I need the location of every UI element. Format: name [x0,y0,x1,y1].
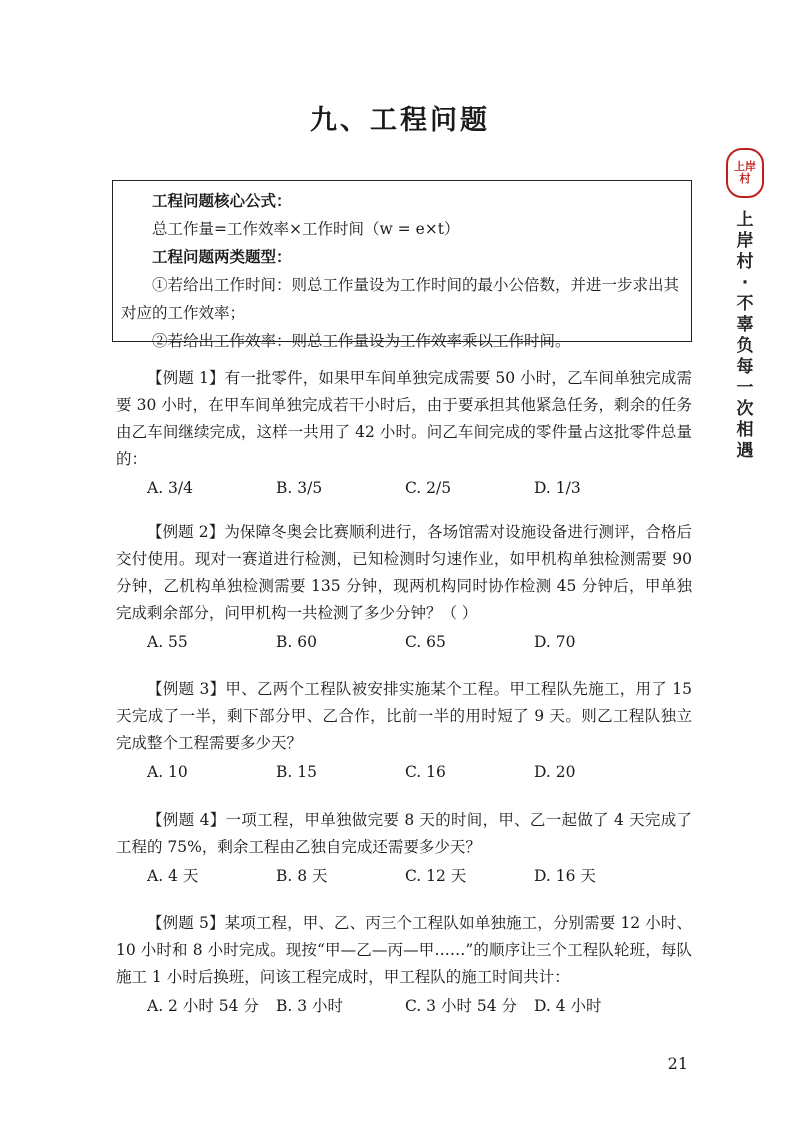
slogan-char: 每 [736,357,754,377]
example-3 [116,676,692,786]
question-stem: 【例题 1】有一批零件，如果甲车间单独完成需要 50 小时，乙车间单独完成需要 30 小时，在甲车间单独完成若干小时后，由于要承担其他紧急任务，剩余的任务由乙车间继续完成，这样一共用了 42 小时。问乙车间完成的零件量占这批零件总量的： [116,369,692,468]
type-2-text: ②若给出工作效率：则总工作量设为工作效率乘以工作时间。 [152,332,571,350]
option-b: B. 60 [276,633,317,651]
option-a: A. 55 [147,633,188,651]
option-row [116,629,692,656]
question-stem: 【例题 2】为保障冬奥会比赛顺利进行，各场馆需对设施设备进行测评，合格后交付使用。现对一赛道进行检测，已知检测时匀速作业，如甲机构单独检测需要 90 分钟，乙机构单独检测需要 135 分钟，现两机构同时协作检测 45 分钟后，甲单独完成剩余部分，问甲机构一共检测了多少分钟？（ ） [116,523,692,622]
slogan-char: · [741,273,749,293]
example-5 [116,910,692,1020]
type-1-text: ①若给出工作时间：则总工作量设为工作时间的最小公倍数，并进一步求出其对应的工作效率； [121,276,680,322]
example-2 [116,519,692,656]
example-4 [116,807,692,890]
brand-seal [726,148,764,198]
question-stem: 【例题 5】某项工程，甲、乙、丙三个工程队如单独施工，分别需要 12 小时、10 小时和 8 小时完成。现按“甲—乙—丙—甲……”的顺序让三个工程队轮班，每队施工 1 小时后换班，问该工程完成时，甲工程队的施工时间共计： [116,914,692,986]
option-c: C. 12 天 [405,867,467,885]
option-b: B. 3 小时 [276,997,344,1015]
brand-slogan [737,210,754,462]
slogan-char: 一 [736,378,754,398]
slogan-char: 上 [736,210,754,230]
slogan-char: 次 [736,399,754,419]
core-formula: 总工作量=工作效率×工作时间（w = e×t） [152,220,460,238]
slogan-char: 相 [736,420,754,440]
option-d: D. 4 小时 [534,997,602,1015]
option-a: A. 2 小时 54 分 [147,997,259,1015]
option-c: C. 3 小时 54 分 [405,997,518,1015]
option-d: D. 16 天 [534,867,596,885]
option-row [116,759,692,786]
seal-line-1: 上岸 [734,160,756,173]
question-stem: 【例题 3】甲、乙两个工程队被安排实施某个工程。甲工程队先施工，用了 15 天完成了一半，剩下部分甲、乙合作，比前一半的用时短了 9 天。则乙工程队独立完成整个工程需要多少天？ [116,680,692,752]
option-row [116,993,692,1020]
option-c: C. 2/5 [405,479,452,497]
option-b: B. 3/5 [276,479,323,497]
slogan-char: 遇 [736,441,754,461]
option-a: A. 4 天 [147,867,199,885]
option-row [116,475,692,502]
option-row [116,863,692,890]
question-stem: 【例题 4】一项工程，甲单独做完要 8 天的时间，甲、乙一起做了 4 天完成了工程的 75%，剩余工程由乙独自完成还需要多少天？ [116,811,692,856]
types-heading: 工程问题两类题型： [152,248,292,266]
page-title: 九、工程问题 [310,105,490,136]
option-c: C. 16 [405,763,446,781]
side-banner [725,148,765,462]
slogan-char: 负 [736,336,754,356]
option-d: D. 70 [534,633,576,651]
example-1 [116,365,692,502]
slogan-char: 村 [736,252,754,272]
page-number: 21 [667,1054,688,1073]
slogan-char: 辜 [736,315,754,335]
option-c: C. 65 [405,633,446,651]
seal-line-2: 村 [739,172,751,185]
formula-box [112,180,692,350]
option-b: B. 8 天 [276,867,328,885]
option-d: D. 1/3 [534,479,581,497]
formula-heading: 工程问题核心公式： [152,192,292,210]
option-a: A. 10 [147,763,188,781]
slogan-char: 岸 [736,231,754,251]
slogan-char: 不 [736,294,754,314]
option-a: A. 3/4 [147,479,193,497]
option-d: D. 20 [534,763,576,781]
option-b: B. 15 [276,763,317,781]
